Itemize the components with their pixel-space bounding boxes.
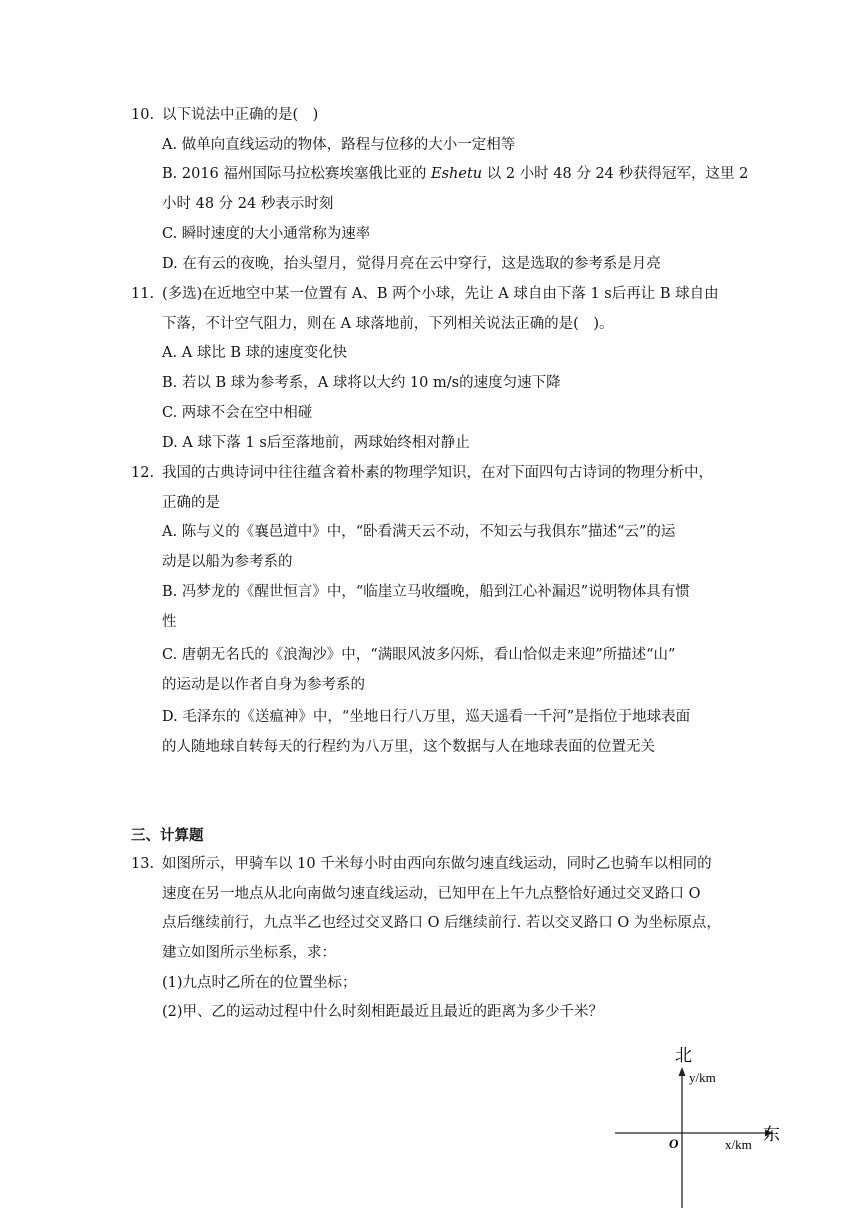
- q13-number: 13.: [131, 856, 155, 872]
- q13-part1: (1)九点时乙所在的位置坐标；: [162, 975, 357, 991]
- q10-number: 10.: [131, 107, 155, 123]
- q12-stem-line2: 正确的是: [162, 495, 220, 511]
- q12-number: 12.: [131, 465, 155, 481]
- q12-stem-line1: 我国的古典诗词中往往蕴含着朴素的物理学知识，在对下面四句古诗词的物理分析中，: [162, 465, 713, 481]
- q11-option-b: B. 若以 B 球为参考系，A 球将以大约 10 m/s的速度匀速下降: [162, 375, 561, 391]
- q13-stem-line2: 速度在另一地点从北向南做匀速直线运动，已知甲在上午九点整恰好通过交叉路口 O: [162, 886, 701, 902]
- q11-stem-line2: 下落，不计空气阻力，则在 A 球落地前，下列相关说法正确的是( )。: [162, 316, 614, 332]
- section-heading: 三、计算题: [131, 828, 204, 844]
- north-label: 北: [675, 1046, 692, 1066]
- y-axis-arrow-icon: [679, 1067, 686, 1076]
- q12-option-a-line1: A. 陈与义的《襄邑道中》中，“卧看满天云不动，不知云与我俱东”描述“云”的运: [162, 524, 676, 540]
- q10-option-b-line1: B. 2016 福州国际马拉松赛埃塞俄比亚的 Eshetu 以 2 小时 48 分 24 秒获得冠军，这里 2: [162, 166, 749, 182]
- q11-number: 11.: [131, 286, 155, 302]
- east-label: 东: [763, 1125, 780, 1145]
- q11-option-c: C. 两球不会在空中相碰: [162, 405, 313, 421]
- q10-option-a: A. 做单向直线运动的物体，路程与位移的大小一定相等: [162, 137, 516, 153]
- q10-option-b-line2: 小时 48 分 24 秒表示时刻: [162, 196, 334, 212]
- q12-option-a-line2: 动是以船为参考系的: [162, 554, 293, 570]
- q12-option-b-line1: B. 冯梦龙的《醒世恒言》中，“临崖立马收缰晚，船到江心补漏迟”说明物体具有惯: [162, 584, 690, 600]
- q10-stem: 以下说法中正确的是( ): [162, 107, 319, 123]
- x-axis-label: x/km: [725, 1137, 752, 1152]
- q13-stem-line3: 点后继续前行，九点半乙也经过交叉路口 O 后继续前行. 若以交叉路口 O 为坐标原点，: [162, 915, 721, 931]
- origin-label: O: [669, 1136, 679, 1151]
- coordinate-figure: [605, 1043, 795, 1216]
- q12-option-d-line1: D. 毛泽东的《送瘟神》中，“坐地日行八万里，巡天遥看一千河”是指位于地球表面: [162, 709, 691, 725]
- q13-part2: (2)甲、乙的运动过程中什么时刻相距最近且最近的距离为多少千米？: [162, 1004, 604, 1020]
- q12-option-b-line2: 性: [162, 614, 177, 630]
- q12-option-d-line2: 的人随地球自转每天的行程约为八万里，这个数据与人在地球表面的位置无关: [162, 739, 655, 755]
- y-axis-label: y/km: [689, 1070, 716, 1085]
- q12-option-c-line2: 的运动是以作者自身为参考系的: [162, 677, 365, 693]
- q11-option-d: D. A 球下落 1 s后至落地前，两球始终相对静止: [162, 435, 470, 451]
- q12-option-c-line1: C. 唐朝无名氏的《浪淘沙》中，“满眼风波多闪烁，看山恰似走来迎”所描述“山”: [162, 647, 676, 663]
- q13-stem-line1: 如图所示，甲骑车以 10 千米每小时由西向东做匀速直线运动，同时乙也骑车以相同的: [162, 856, 712, 872]
- q13-stem-line4: 建立如图所示坐标系，求：: [162, 945, 336, 961]
- q11-stem-line1: (多选)在近地空中某一位置有 A、B 两个小球，先让 A 球自由下落 1 s后再让 B 球自由: [162, 286, 719, 302]
- q10-option-c: C. 瞬时速度的大小通常称为速率: [162, 226, 371, 242]
- q11-option-a: A. A 球比 B 球的速度变化快: [162, 345, 348, 361]
- q10-option-d: D. 在有云的夜晚，抬头望月，觉得月亮在云中穿行，这是选取的参考系是月亮: [162, 256, 661, 272]
